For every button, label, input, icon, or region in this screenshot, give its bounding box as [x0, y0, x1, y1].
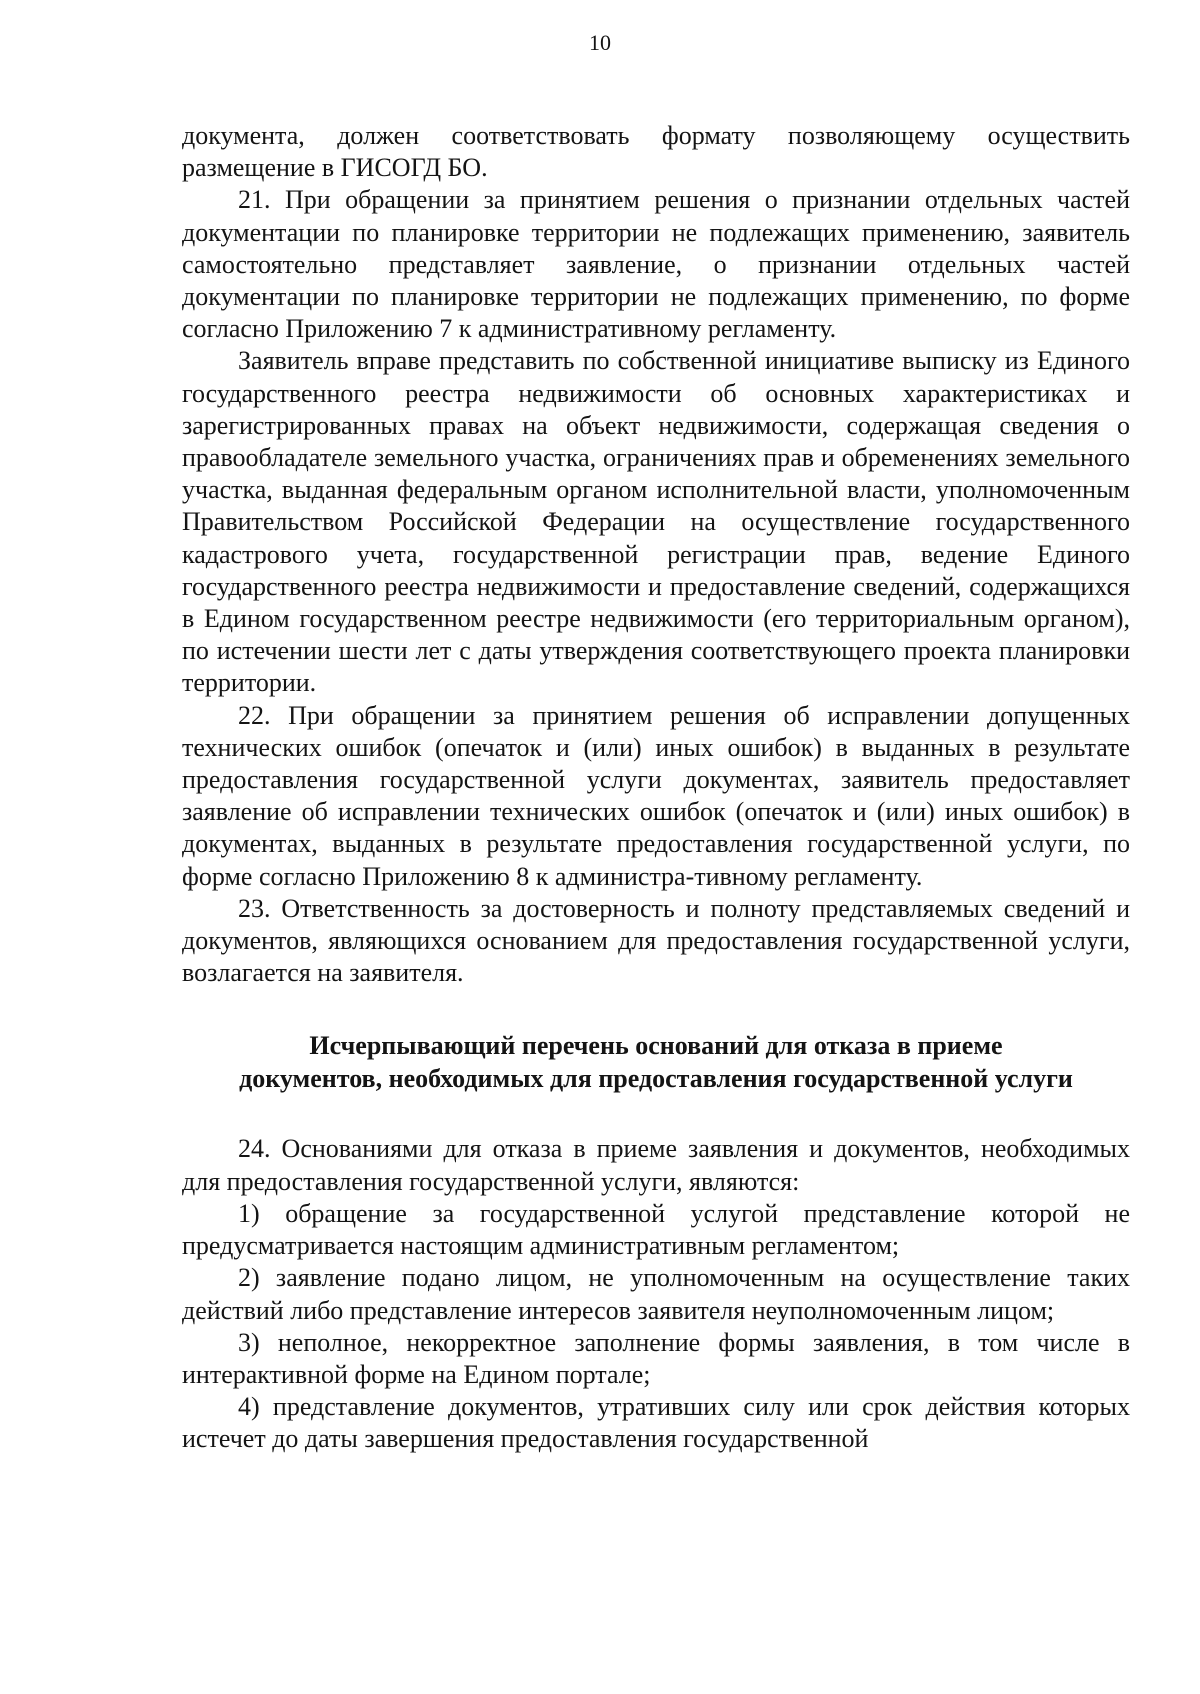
paragraph-item-24: 24. Основаниями для отказа в приеме заявления и документов, необходимых для предоставления государственной услуги, являются:	[182, 1134, 1130, 1196]
list-item-4: 4) представление документов, утративших силу или срок действия которых истечет до даты завершения предоставления государственной	[182, 1392, 1130, 1454]
section-heading-line-2: документов, необходимых для предоставления государственной услуги	[239, 1064, 1073, 1094]
list-item-1: 1) обращение за государственной услугой представление которой не предусматривается настоящим административным регламентом;	[182, 1198, 1130, 1261]
document-body	[182, 120, 1130, 1456]
section-heading	[182, 1029, 1130, 1095]
paragraph-applicant-right: Заявитель вправе представить по собственной инициативе выписку из Единого государственного реестра недвижимости об основных характеристиках и зарегистрированных правах на объект недвижимости, содержащая сведения о правообладателе земельного участка, ограничениях прав и обременениях земельного участка, выданная федеральным органом исполнительной власти, уполномоченным Правительством Российской Федерации на осуществление государственного кадастрового учета, государственной регистрации прав, ведение Единого государственного реестра недвижимости и предоставление сведений, содержащихся в Едином государственном реестре недвижимости (его территориальным органом), по истечении шести лет с даты утверждения соответствующего проекта планировки территории.	[182, 346, 1130, 698]
list-item-2: 2) заявление подано лицом, не уполномоченным на осуществление таких действий либо представление интересов заявителя неуполномоченным лицом;	[182, 1263, 1130, 1325]
page-number: 10	[589, 30, 611, 55]
paragraph-continuation: документа, должен соответствовать формату позволяющему осуществить размещение в ГИСОГД БО.	[182, 121, 1130, 183]
section-heading-line-1: Исчерпывающий перечень оснований для отказа в приеме	[309, 1031, 1003, 1061]
list-item-3: 3) неполное, некорректное заполнение формы заявления, в том числе в интерактивной форме на Едином портале;	[182, 1327, 1130, 1389]
paragraph-item-22: 22. При обращении за принятием решения об исправлении допущенных технических ошибок (опечаток и (или) иных ошибок) в выданных в результате предоставления государственной услуги документах, заявитель предоставляет заявление об исправлении технических ошибок (опечаток и (или) иных ошибок) в документах, выданных в результате предоставления государственной услуги, по форме согласно Приложению 8 к администра-тивному регламенту.	[182, 700, 1130, 891]
paragraph-item-21: 21. При обращении за принятием решения о признании отдельных частей документации по планировке территории не подлежащих применению, заявитель самостоятельно представляет заявление, о признании отдельных частей документации по планировке территории не подлежащих применению, по форме согласно Приложению 7 к административному регламенту.	[182, 185, 1130, 344]
paragraph-item-23: 23. Ответственность за достоверность и полноту представляемых сведений и документов, являющихся основанием для предоставления государственной услуги, возлагается на заявителя.	[182, 893, 1130, 988]
